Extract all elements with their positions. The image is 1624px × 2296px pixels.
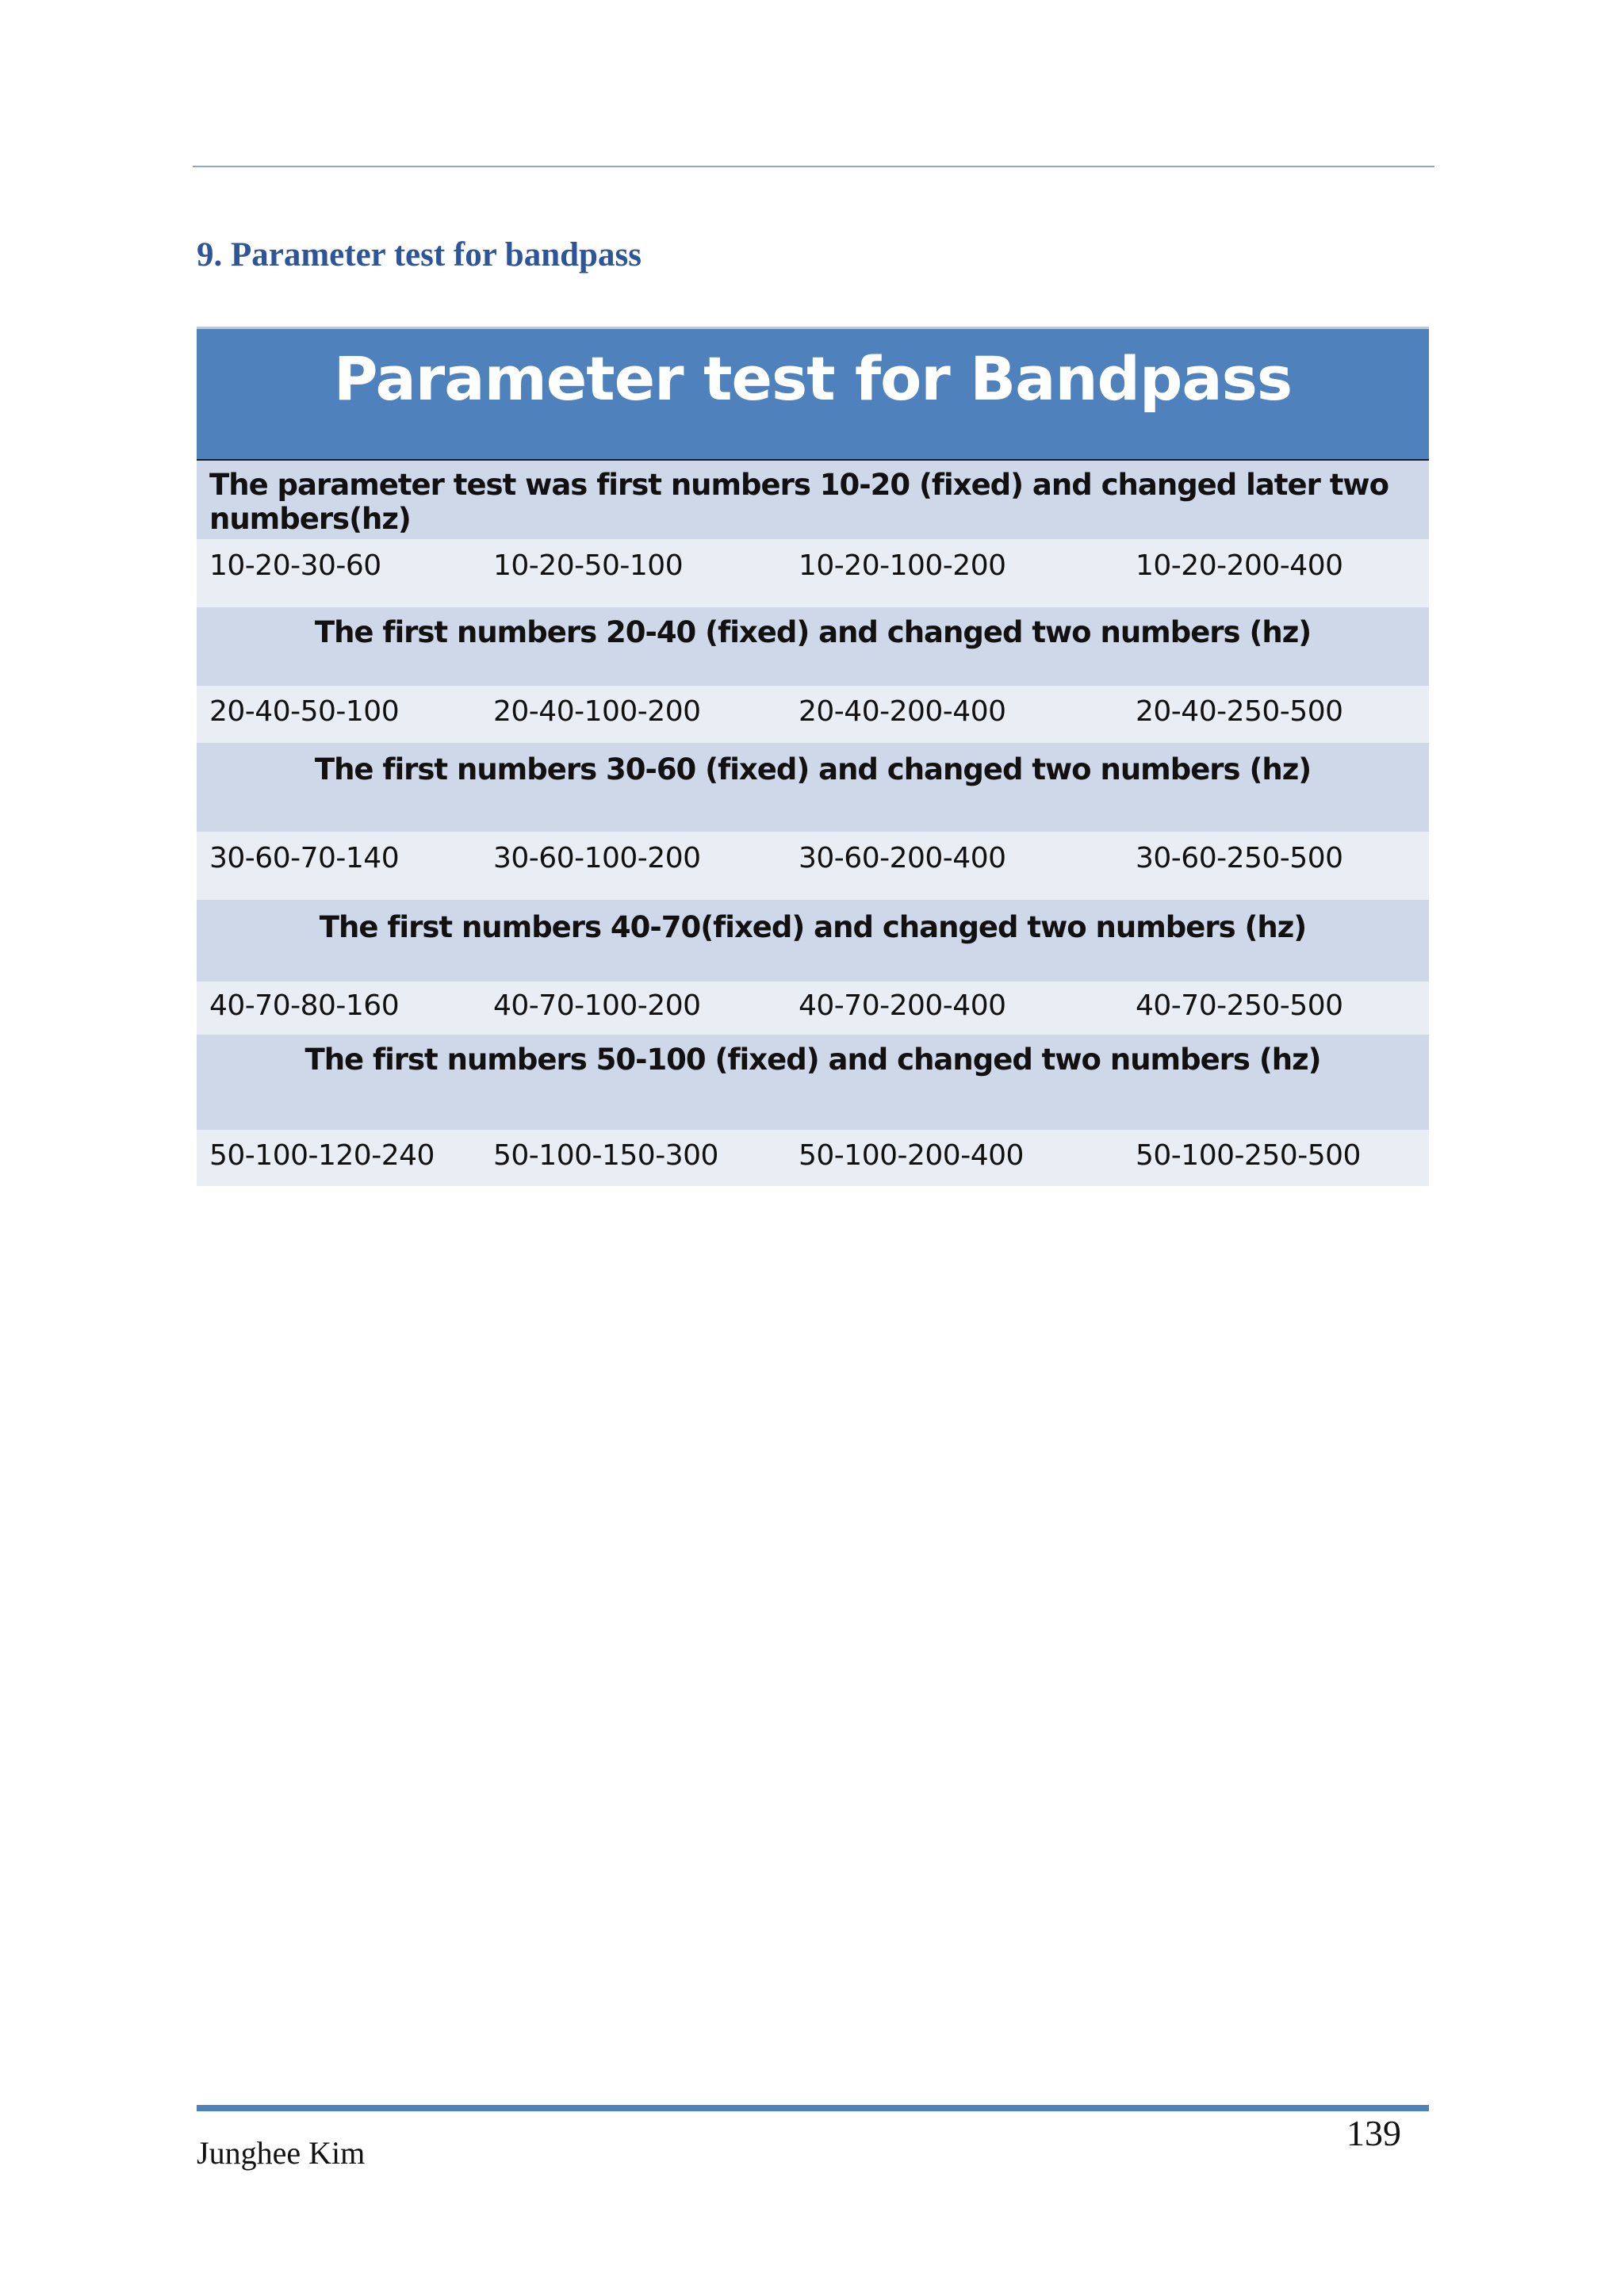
page-number: 139 <box>1346 2113 1401 2153</box>
table-cell: 40-70-250-500 <box>1136 989 1343 1022</box>
table-row <box>197 1130 1429 1186</box>
table-cell: 50-100-200-400 <box>799 1139 1024 1172</box>
table-cell: 30-60-70-140 <box>209 842 400 874</box>
table-cell: 30-60-200-400 <box>799 842 1006 874</box>
footer-rule <box>197 2105 1429 2111</box>
footer-author: Junghee Kim <box>197 2135 366 2171</box>
table-cell: 30-60-250-500 <box>1136 842 1343 874</box>
table-cell: 10-20-50-100 <box>493 549 684 582</box>
group-heading-4: The first numbers 40-70(fixed) and changed two numbers (hz) <box>197 900 1429 982</box>
table-cell: 30-60-100-200 <box>493 842 701 874</box>
group-heading-5: The first numbers 50-100 (fixed) and changed two numbers (hz) <box>197 1035 1429 1130</box>
table-cell: 10-20-200-400 <box>1136 549 1343 582</box>
table-row <box>197 686 1429 743</box>
parameter-table <box>197 327 1429 1186</box>
section-title: 9. Parameter test for bandpass <box>197 236 642 274</box>
group-heading-2: The first numbers 20-40 (fixed) and changed two numbers (hz) <box>197 607 1429 686</box>
table-cell: 50-100-150-300 <box>493 1139 718 1172</box>
table-cell: 40-70-100-200 <box>493 989 701 1022</box>
table-row <box>197 539 1429 607</box>
table-cell: 40-70-80-160 <box>209 989 400 1022</box>
table-cell: 20-40-250-500 <box>1136 695 1343 728</box>
table-cell: 50-100-120-240 <box>209 1139 435 1172</box>
table-cell: 20-40-200-400 <box>799 695 1006 728</box>
table-cell: 50-100-250-500 <box>1136 1139 1361 1172</box>
group-heading-1: The parameter test was first numbers 10-20 (fixed) and changed later two numbers(hz) <box>197 461 1429 539</box>
table-row <box>197 832 1429 900</box>
table-cell: 40-70-200-400 <box>799 989 1006 1022</box>
group-heading-3: The first numbers 30-60 (fixed) and changed two numbers (hz) <box>197 743 1429 832</box>
table-cell: 10-20-100-200 <box>799 549 1006 582</box>
table-cell: 20-40-100-200 <box>493 695 701 728</box>
table-title: Parameter test for Bandpass <box>197 327 1429 461</box>
table-cell: 10-20-30-60 <box>209 549 381 582</box>
table-cell: 20-40-50-100 <box>209 695 400 728</box>
header-rule <box>193 166 1434 167</box>
table-row <box>197 982 1429 1035</box>
